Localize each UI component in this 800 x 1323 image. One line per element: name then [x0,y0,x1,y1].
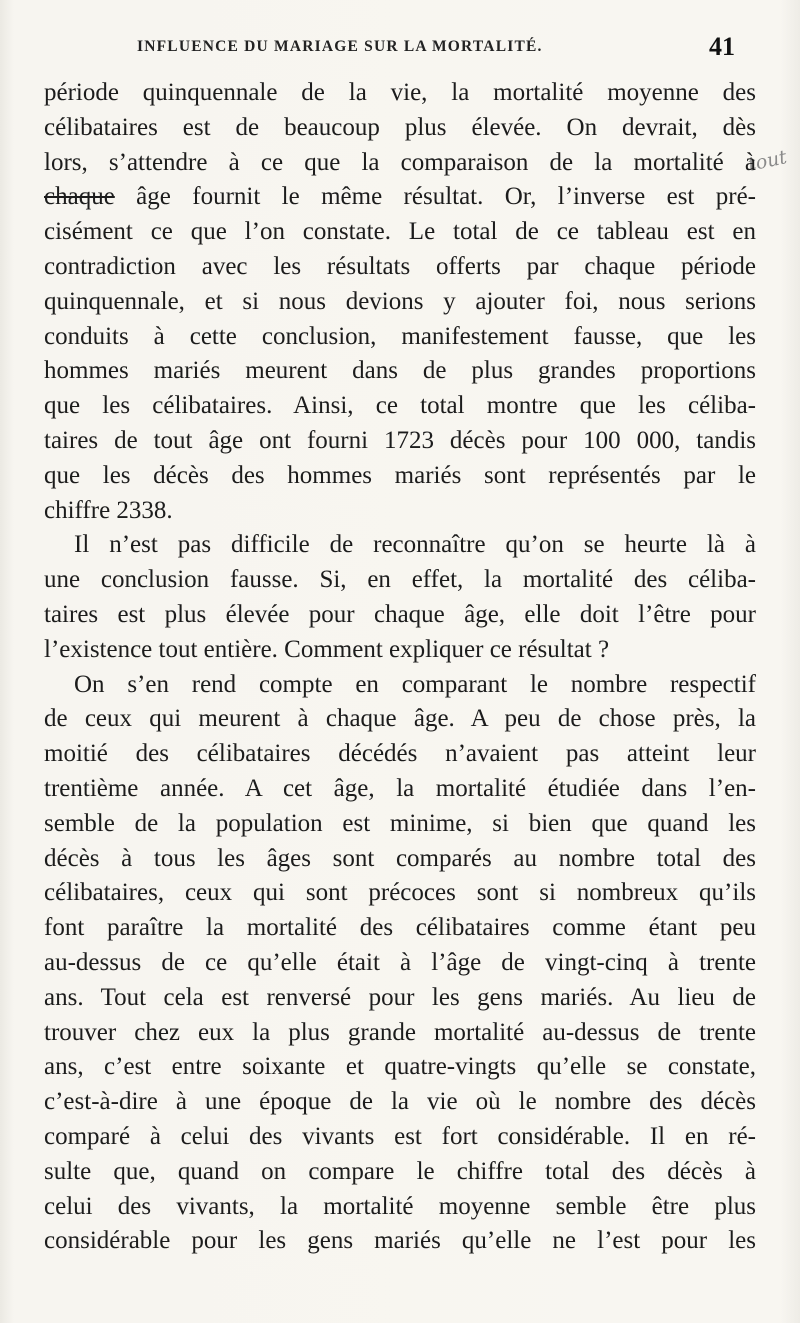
text-line [44,1085,756,1120]
text-line [44,320,756,355]
text-line-content: célibataires, ceux qui sont précoces sont si nombreux qu’ils [44,879,756,907]
text-line [44,772,756,807]
text-line-content: période quinquennale de la vie, la mortalité moyenne des [44,79,756,106]
text-line [44,180,756,215]
text-line [44,633,756,668]
text-line-content: Il n’est pas difficile de reconnaître qu’on se heurte là à [74,531,756,559]
text-line [44,250,756,285]
text-line-content: c’est-à-dire à une époque de la vie où le nombre des décès [44,1088,756,1116]
text-line-content: une conclusion fausse. Si, en effet, la mortalité des céliba- [44,566,756,594]
text-line [44,528,756,563]
text-line-content: taires est plus élevée pour chaque âge, elle doit l’être pour [44,600,756,628]
text-line [44,389,756,424]
text-line [44,76,756,111]
text-line-content: cisément ce que l’on constate. Le total de ce tableau est en [44,218,756,246]
running-title: INFLUENCE DU MARIAGE SUR LA MORTALITÉ. [137,38,543,55]
text-line-content: font paraître la mortalité des célibataires comme étant peu [44,914,756,942]
text-line [44,1050,756,1085]
text-line [44,1224,756,1259]
text-line [44,842,756,877]
text-line-content: que les célibataires. Ainsi, ce total montre que les céliba- [44,392,756,420]
text-line [44,1155,756,1190]
text-line [44,668,756,703]
text-line-content: celui des vivants, la mortalité moyenne semble être plus [44,1192,756,1220]
text-line-content: considérable pour les gens mariés qu’elle ne l’est pour les [44,1227,756,1255]
text-line-content: moitié des célibataires décédés n’avaient pas atteint leur [44,740,756,768]
text-line-content: l’existence tout entière. Comment expliquer ce résultat ? [44,635,610,663]
text-line-content: conduits à cette conclusion, manifestement fausse, que les [44,322,756,350]
text-line [44,598,756,633]
text-line-content: décès à tous les âges sont comparés au nombre total des [44,844,756,872]
text-line-content: comparé à celui des vivants est fort considérable. Il en ré- [44,1122,756,1150]
text-line-content: On s’en rend compte en comparant le nombre respectif [74,670,756,698]
text-line-content: que les décès des hommes mariés sont représentés par le [44,461,756,489]
text-line [44,146,756,181]
text-line [44,215,756,250]
text-line [44,876,756,911]
handwritten-margin-note: tout [746,146,789,176]
body-text [44,76,756,1259]
text-line [44,1016,756,1051]
text-line-content: de ceux qui meurent à chaque âge. A peu de chose près, la [44,705,756,733]
text-line [44,946,756,981]
text-line-content: taires de tout âge ont fourni 1723 décès pour 100 000, tandis [44,426,756,454]
struck-word: chaque [44,183,115,211]
text-line [44,1120,756,1155]
text-line [44,702,756,737]
text-line-content: trentième année. A cet âge, la mortalité étudiée dans l’en- [44,774,756,802]
running-head [0,32,800,68]
text-line-content: ans. Tout cela est renversé pour les gens mariés. Au lieu de [44,983,756,1011]
text-line [44,111,756,146]
page-number: 41 [709,32,735,61]
text-line-content: quinquennale, et si nous devions y ajouter foi, nous serions [44,287,756,315]
text-line [44,563,756,598]
text-line-content: trouver chez eux la plus grande mortalité au-dessus de trente [44,1018,756,1046]
text-line [44,354,756,389]
text-line [44,459,756,494]
text-line-content: célibataires est de beaucoup plus élevée. On devrait, dès [44,113,756,141]
text-line-content: sulte que, quand on compare le chiffre total des décès à [44,1157,756,1185]
text-line-content: ans, c’est entre soixante et quatre-vingts qu’elle se constate, [44,1053,756,1081]
text-line-content: âge fournit le même résultat. Or, l’inverse est pré- [114,183,756,211]
text-line-content: au-dessus de ce qu’elle était à l’âge de vingt-cinq à trente [44,948,756,976]
text-line-content: chiffre 2338. [44,496,173,524]
text-line-content: contradiction avec les résultats offerts par chaque période [44,252,756,280]
text-line-content: lors, s’attendre à ce que la comparaison de la mortalité à [44,148,756,176]
text-line [44,494,756,529]
text-line [44,737,756,772]
text-line [44,285,756,320]
text-line-content: hommes mariés meurent dans de plus grandes proportions [44,357,756,385]
text-line-content: semble de la population est minime, si bien que quand les [44,809,756,837]
text-line [44,981,756,1016]
text-line [44,807,756,842]
text-line [44,424,756,459]
text-line [44,1190,756,1225]
text-line [44,911,756,946]
